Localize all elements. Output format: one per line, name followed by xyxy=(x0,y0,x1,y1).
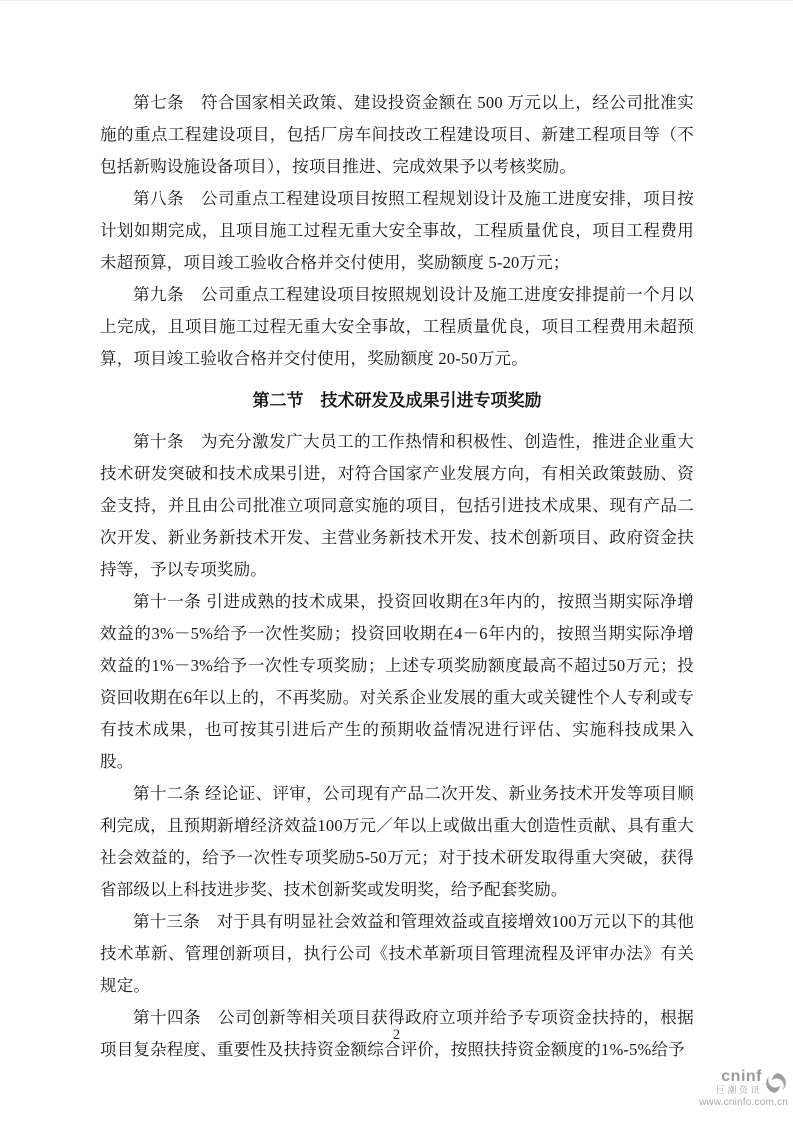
article-11-paragraph: 第十一条 引进成熟的技术成果，投资回收期在3年内的，按照当期实际净增效益的3%－5%给予一次性奖励；投资回收期在4－6年内的，按照当期实际净增效益的1%－3%给予一次性专项奖励；上述专项奖励额度最高不超过50万元；投资回收期在6年以上的，不再奖励。对关系企业发展的重大或关键性个人专利或专有技术成果，也可按其引进后产生的预期收益情况进行评估、实施科技成果入股。 xyxy=(100,592,694,771)
article-13-paragraph: 第十三条 对于具有明显社会效益和管理效益或直接增效100万元以下的其他技术革新、管理创新项目，执行公司《技术革新项目管理流程及评审办法》有关规定。 xyxy=(100,912,694,995)
cninfo-brand-text: cninf xyxy=(721,1068,762,1085)
cninfo-swirl-icon xyxy=(764,1071,788,1095)
cninfo-watermark-logo xyxy=(699,1069,788,1109)
cninfo-url-text: www.cninfo.com.cn xyxy=(699,1097,788,1108)
article-7-paragraph: 第七条 符合国家相关政策、建设投资金额在 500 万元以上，经公司批准实施的重点工程建设项目，包括厂房车间技改工程建设项目、新建工程项目等（不包括新购设施设备项目），按项目推进、完成效果予以考核奖励。 xyxy=(100,93,694,176)
article-10-paragraph: 第十条 为充分激发广大员工的工作热情和积极性、创造性，推进企业重大技术研发突破和技术成果引进，对符合国家产业发展方向，有相关政策鼓励、资金支持，并且由公司批准立项同意实施的项目，包括引进技术成果、现有产品二次开发、新业务新技术开发、主营业务新技术开发、技术创新项目、政府资金扶持等，予以专项奖励。 xyxy=(100,432,694,579)
cninfo-chinese-name: 巨潮资讯 xyxy=(715,1085,762,1095)
section-2-heading: 第二节 技术研发及成果引进专项奖励 xyxy=(252,391,542,410)
cninfo-logo-texts xyxy=(716,1069,762,1096)
article-14-paragraph: 第十四条 公司创新等相关项目获得政府立项并给予专项资金扶持的，根据项目复杂程度、重要性及扶持资金额综合评价，按照扶持资金额度的1%-5%给予 xyxy=(100,1008,694,1059)
document-body xyxy=(100,87,694,1066)
article-9-paragraph: 第九条 公司重点工程建设项目按照规划设计及施工进度安排提前一个月以上完成，且项目施工过程无重大安全事故，工程质量优良，项目工程费用未超预算，项目竣工验收合格并交付使用，奖励额度 20-50万元。 xyxy=(100,285,694,368)
cninfo-logo-row xyxy=(699,1069,788,1096)
page-number: 2 xyxy=(392,1027,401,1043)
article-8-paragraph: 第八条 公司重点工程建设项目按照工程规划设计及施工进度安排，项目按计划如期完成，且项目施工过程无重大安全事故，工程质量优良，项目工程费用未超预算，项目竣工验收合格并交付使用，奖励额度 5-20万元； xyxy=(100,189,694,272)
article-12-paragraph: 第十二条 经论证、评审，公司现有产品二次开发、新业务技术开发等项目顺利完成，且预期新增经济效益100万元／年以上或做出重大创造性贡献、具有重大社会效益的，给予一次性专项奖励5-50万元；对于技术研发取得重大突破，获得省部级以上科技进步奖、技术创新奖或发明奖，给予配套奖励。 xyxy=(100,784,694,899)
